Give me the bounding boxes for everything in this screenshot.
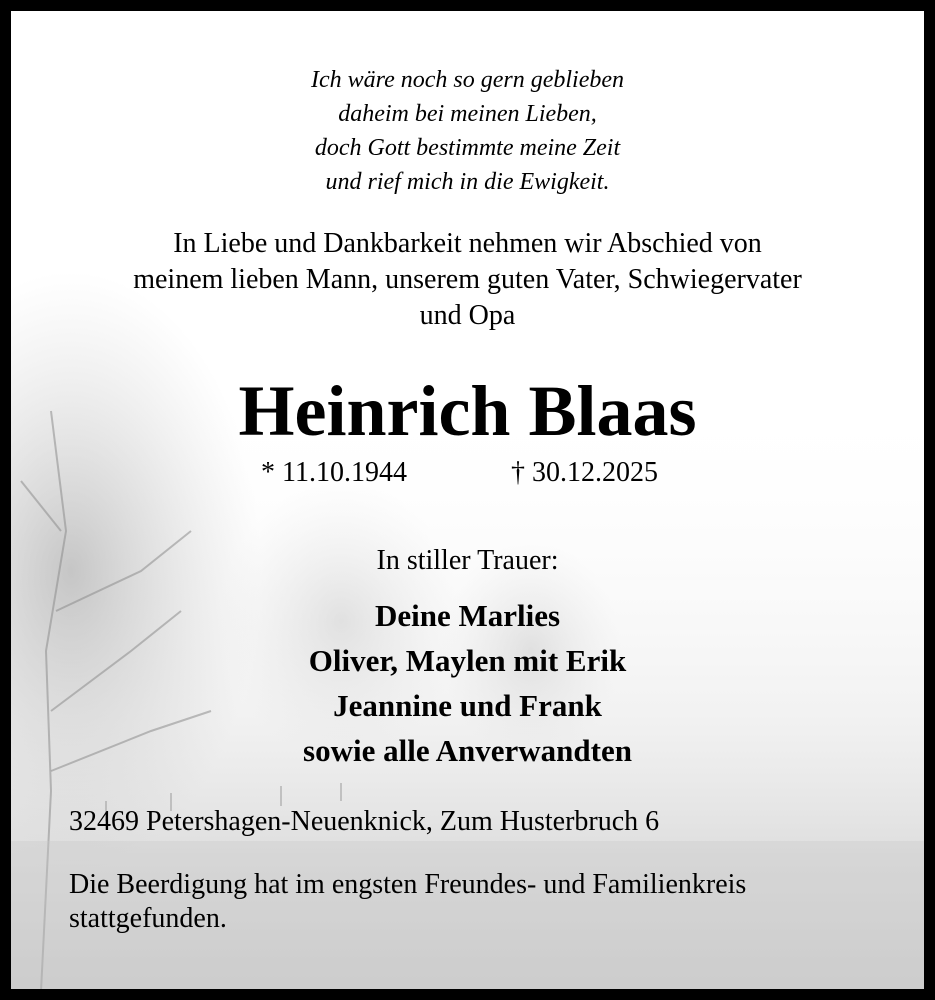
intro-line: und Opa	[419, 300, 516, 331]
family-member: sowie alle Anverwandten	[303, 733, 632, 768]
intro-line: In Liebe und Dankbarkeit nehmen wir Abschied von	[173, 228, 762, 259]
address: 32469 Petershagen-Neuenknick, Zum Husterbruch 6	[69, 806, 660, 837]
poem	[11, 63, 924, 199]
notice-line: stattgefunden.	[69, 903, 227, 934]
notice-line: Die Beerdigung hat im engsten Freundes- und Familienkreis	[69, 869, 747, 900]
funeral-notice	[69, 868, 909, 936]
poem-line: doch Gott bestimmte meine Zeit	[314, 135, 621, 161]
deceased-name: Heinrich Blaas	[238, 371, 697, 451]
intro-text	[11, 226, 924, 334]
intro-line: meinem lieben Mann, unserem guten Vater, Schwiegervater	[133, 264, 802, 295]
poem-line: Ich wäre noch so gern geblieben	[310, 67, 625, 93]
mourning-label: In stiller Trauer:	[376, 545, 559, 576]
poem-line: und rief mich in die Ewigkeit.	[325, 169, 610, 195]
life-dates	[11, 453, 924, 493]
birth-date: * 11.10.1944	[261, 457, 407, 488]
family-member: Oliver, Maylen mit Erik	[308, 643, 627, 678]
family-list	[11, 593, 924, 773]
obituary-notice	[11, 11, 924, 989]
death-date: † 30.12.2025	[511, 457, 658, 488]
family-member: Deine Marlies	[374, 598, 561, 633]
family-member: Jeannine und Frank	[333, 688, 602, 723]
poem-line: daheim bei meinen Lieben,	[338, 101, 597, 127]
